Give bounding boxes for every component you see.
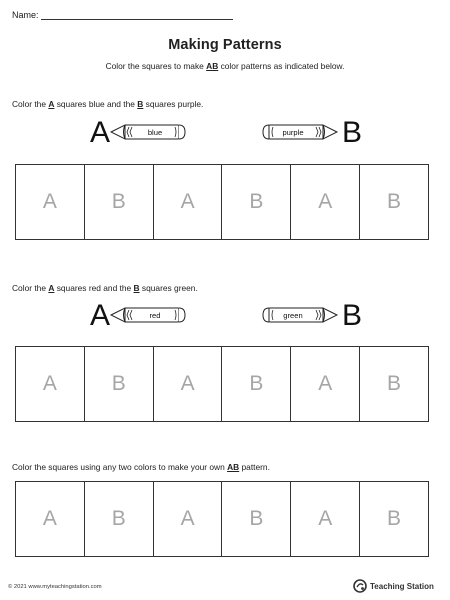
pattern-square[interactable]: A <box>15 481 85 557</box>
instruction-letter: B <box>133 283 140 293</box>
section-1-letter-b: B <box>342 116 363 149</box>
instruction-text: squares red and the <box>54 283 134 293</box>
pattern-square[interactable]: A <box>154 346 223 422</box>
pattern-square[interactable]: B <box>222 481 291 557</box>
section-2-letter-a: A <box>90 299 111 332</box>
pattern-square[interactable]: A <box>154 164 223 240</box>
crayon-green <box>262 306 338 324</box>
pattern-square[interactable]: B <box>222 164 291 240</box>
crayon-red <box>110 306 186 324</box>
pattern-square[interactable]: B <box>360 164 429 240</box>
instruction-letter: A <box>48 283 55 293</box>
section-2-letter-b: B <box>342 299 363 332</box>
pattern-square[interactable]: A <box>15 164 85 240</box>
instruction-text: Color the <box>12 99 49 109</box>
section-3-pattern-row <box>15 481 429 557</box>
subtitle-text-2: color patterns as indicated below. <box>218 61 345 71</box>
pattern-square[interactable]: B <box>360 346 429 422</box>
instruction-text: squares green. <box>139 283 198 293</box>
pattern-square[interactable]: A <box>154 481 223 557</box>
section-2-pattern-row <box>15 346 429 422</box>
crayon-purple <box>262 123 338 141</box>
pattern-square[interactable]: B <box>85 164 154 240</box>
section-3-instruction <box>12 462 270 472</box>
pattern-square[interactable]: A <box>291 164 360 240</box>
crayon-label: green <box>283 310 303 320</box>
instruction-text: Color the squares using any two colors to make your own <box>12 462 228 472</box>
name-field-line[interactable] <box>41 10 233 20</box>
brand-name: Teaching Station <box>370 581 434 591</box>
crayon-label: blue <box>147 127 163 137</box>
pattern-square[interactable]: B <box>85 481 154 557</box>
subtitle-text-1: Color the squares to make <box>105 61 207 71</box>
name-label: Name: <box>12 10 39 20</box>
page-subtitle <box>0 61 450 71</box>
page-title: Making Patterns <box>168 37 282 53</box>
section-1-instruction <box>12 99 203 109</box>
teaching-station-logo-icon <box>353 579 367 593</box>
pattern-square[interactable]: A <box>15 346 85 422</box>
instruction-letter: B <box>137 99 144 109</box>
crayon-label: red <box>149 310 161 320</box>
instruction-letter: AB <box>227 462 240 472</box>
instruction-letter: A <box>48 99 55 109</box>
instruction-text: pattern. <box>239 462 270 472</box>
instruction-text: squares blue and the <box>54 99 138 109</box>
copyright-text: © 2021 www.myteachingstation.com <box>8 584 102 590</box>
pattern-square[interactable]: B <box>222 346 291 422</box>
section-1-pattern-row <box>15 164 429 240</box>
crayon-blue <box>110 123 186 141</box>
instruction-text: Color the <box>12 283 49 293</box>
pattern-square[interactable]: A <box>291 346 360 422</box>
pattern-square[interactable]: B <box>85 346 154 422</box>
pattern-square[interactable]: A <box>291 481 360 557</box>
brand-logo <box>353 579 434 593</box>
subtitle-emphasis: AB <box>206 61 219 71</box>
instruction-text: squares purple. <box>143 99 204 109</box>
section-1-letter-a: A <box>90 116 111 149</box>
pattern-square[interactable]: B <box>360 481 429 557</box>
crayon-label: purple <box>282 127 304 137</box>
name-row <box>12 10 233 20</box>
section-2-instruction <box>12 283 198 293</box>
